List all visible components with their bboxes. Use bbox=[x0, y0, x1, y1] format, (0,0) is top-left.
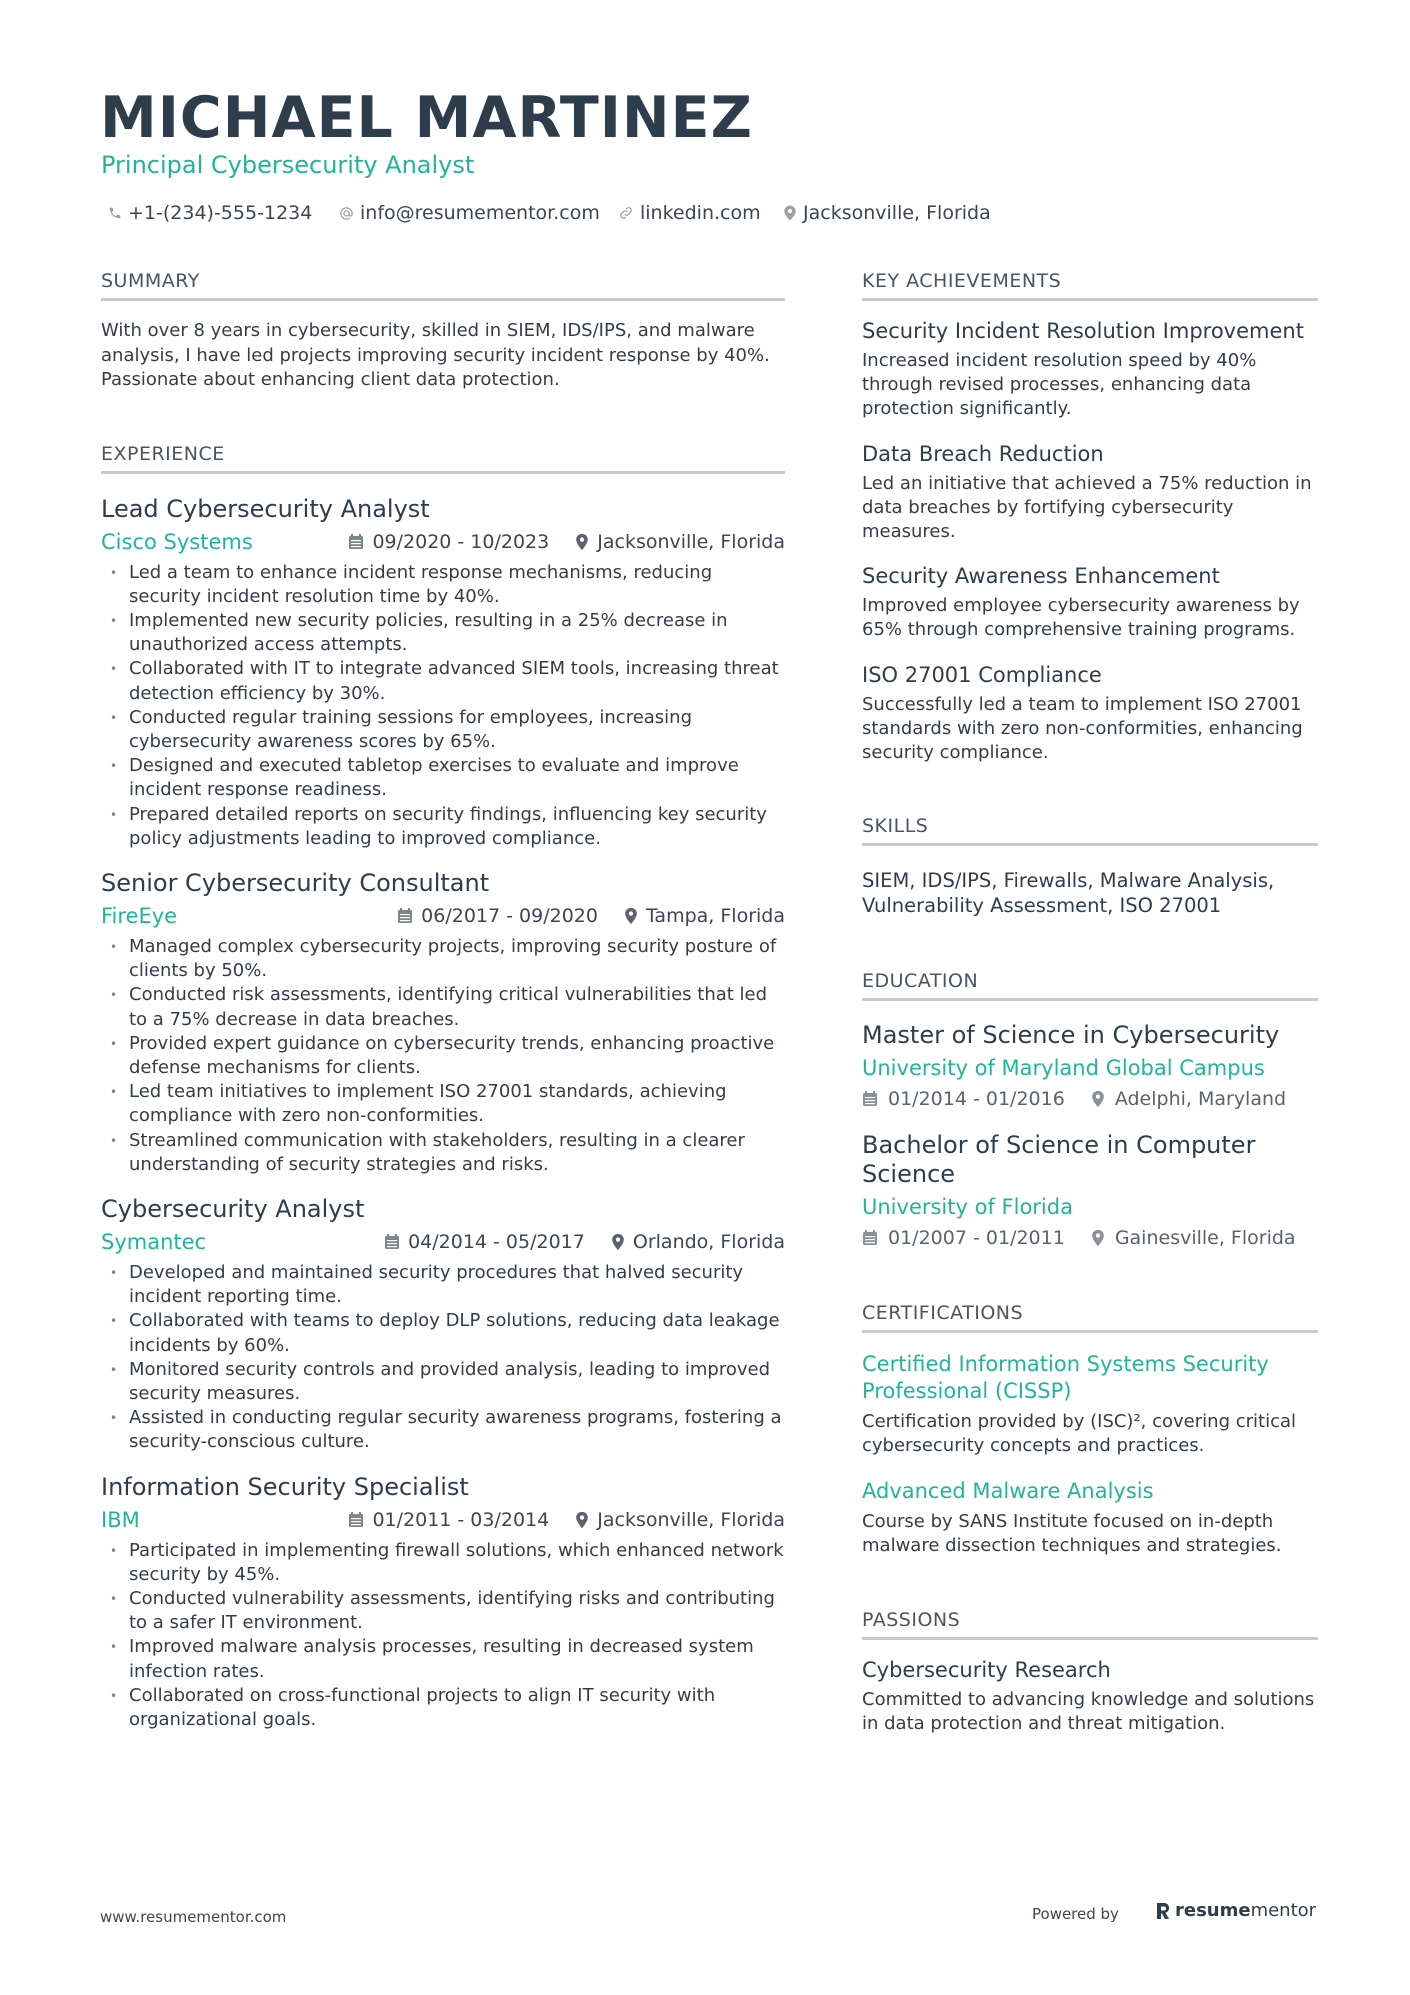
education-dates: 01/2007 - 01/2011 bbox=[888, 1226, 1065, 1249]
passions-heading: PASSIONS bbox=[862, 1607, 1318, 1640]
job-title: Senior Cybersecurity Consultant bbox=[101, 868, 490, 897]
company-name: FireEye bbox=[101, 903, 178, 928]
job-bullets bbox=[101, 1539, 785, 1733]
bullet-item: • Implemented new security policies, resulting in a 25% decrease in unauthorized access attempts. bbox=[101, 609, 785, 657]
education-location: Gainesville, Florida bbox=[1114, 1226, 1296, 1249]
summary-text: With over 8 years in cybersecurity, skilled in SIEM, IDS/IPS, and malware analysis, I have led projects improving security incident response by 40%. Passionate about enhancing client data protection. bbox=[101, 320, 770, 390]
bullet-item: • Provided expert guidance on cybersecurity trends, enhancing proactive defense mechanisms for clients. bbox=[101, 1032, 785, 1080]
job-dates: 09/2020 - 10/2023 bbox=[372, 530, 550, 553]
job-bullets bbox=[101, 935, 785, 1177]
contact-email[interactable] bbox=[339, 198, 600, 228]
certification-desc: Course by SANS Institute focused on in-depth malware dissection techniques and strategies. bbox=[862, 1511, 1282, 1557]
job-dates: 04/2014 - 05/2017 bbox=[408, 1230, 585, 1253]
achievement-desc: Improved employee cybersecurity awareness by 65% through comprehensive training programs. bbox=[862, 595, 1300, 641]
company-name: IBM bbox=[101, 1507, 140, 1532]
at-icon bbox=[339, 206, 354, 221]
calendar-icon bbox=[397, 907, 413, 924]
achievement-item bbox=[862, 661, 1318, 766]
footer-website[interactable]: www.resumementor.com bbox=[100, 1908, 287, 1926]
education-item bbox=[862, 1131, 1318, 1252]
calendar-icon bbox=[384, 1233, 400, 1250]
certification-item bbox=[862, 1351, 1318, 1458]
achievement-title: Security Incident Resolution Improvement bbox=[862, 319, 1304, 343]
job-entry bbox=[101, 1472, 785, 1733]
job-location: Tampa, Florida bbox=[645, 904, 785, 927]
job-dates: 06/2017 - 09/2020 bbox=[421, 904, 598, 927]
map-pin-icon bbox=[575, 533, 589, 551]
job-title: Lead Cybersecurity Analyst bbox=[101, 494, 430, 523]
certification-item bbox=[862, 1478, 1318, 1558]
certifications-heading: CERTIFICATIONS bbox=[862, 1300, 1318, 1333]
bullet-item: • Improved malware analysis processes, resulting in decreased system infection rates. bbox=[101, 1635, 785, 1683]
job-location: Jacksonville, Florida bbox=[597, 1508, 785, 1531]
brand-text-regular: mentor bbox=[1250, 1900, 1317, 1921]
achievement-desc: Increased incident resolution speed by 40% through revised processes, enhancing data protection significantly. bbox=[862, 350, 1257, 420]
skills-text: SIEM, IDS/IPS, Firewalls, Malware Analysis, Vulnerability Assessment, ISO 27001 bbox=[862, 869, 1275, 918]
certification-name: Advanced Malware Analysis bbox=[862, 1479, 1154, 1504]
summary-heading: SUMMARY bbox=[101, 268, 785, 301]
brand-text-bold: resume bbox=[1175, 1900, 1251, 1921]
contact-location bbox=[783, 198, 991, 228]
resumementor-logo-icon bbox=[1155, 1901, 1171, 1921]
bullet-item: • Led team initiatives to implement ISO 27001 standards, achieving compliance with zero non-conformities. bbox=[101, 1080, 785, 1128]
bullet-item: • Monitored security controls and provided analysis, leading to improved security measures. bbox=[101, 1358, 785, 1406]
phone-text: +1-(234)-555-1234 bbox=[128, 202, 313, 224]
bullet-item: • Collaborated on cross-functional projects to align IT security with organizational goals. bbox=[101, 1684, 785, 1732]
map-pin-icon bbox=[783, 205, 797, 221]
bullet-item: • Designed and executed tabletop exercises to evaluate and improve incident response readiness. bbox=[101, 754, 785, 802]
job-location: Orlando, Florida bbox=[632, 1230, 785, 1253]
experience-section bbox=[101, 441, 785, 1733]
left-column bbox=[101, 268, 785, 1732]
job-entry bbox=[101, 868, 785, 1177]
link-icon bbox=[618, 205, 634, 221]
achievement-desc: Led an initiative that achieved a 75% reduction in data breaches by fortifying cybersecurity measures. bbox=[862, 472, 1312, 543]
school-name: University of Maryland Global Campus bbox=[862, 1055, 1265, 1080]
achievement-item bbox=[862, 440, 1318, 545]
phone-icon bbox=[108, 206, 122, 220]
education-item bbox=[862, 1021, 1318, 1113]
certification-desc: Certification provided by (ISC)², covering critical cybersecurity concepts and practices. bbox=[862, 1410, 1296, 1456]
achievement-item bbox=[862, 562, 1318, 642]
calendar-icon bbox=[862, 1229, 878, 1246]
degree-title: Master of Science in Cybersecurity bbox=[862, 1021, 1280, 1050]
footer-powered-by: Powered by bbox=[1032, 1905, 1119, 1923]
achievement-title: Data Breach Reduction bbox=[862, 441, 1104, 466]
calendar-icon bbox=[348, 1511, 364, 1528]
bullet-item: • Prepared detailed reports on security findings, influencing key security policy adjustments leading to improved compliance. bbox=[101, 803, 785, 851]
education-section bbox=[862, 968, 1318, 1252]
bullet-item: • Collaborated with IT to integrate advanced SIEM tools, increasing threat detection efficiency by 30%. bbox=[101, 657, 785, 705]
map-pin-icon bbox=[1091, 1090, 1105, 1108]
job-entry bbox=[101, 1194, 785, 1455]
calendar-icon bbox=[862, 1090, 878, 1107]
certification-name: Certified Information Systems Security Professional (CISSP) bbox=[862, 1351, 1269, 1403]
job-bullets bbox=[101, 561, 785, 851]
company-name: Cisco Systems bbox=[101, 529, 253, 554]
bullet-item: • Assisted in conducting regular security awareness programs, fostering a security-conscious culture. bbox=[101, 1406, 785, 1454]
map-pin-icon bbox=[624, 907, 638, 925]
achievement-desc: Successfully led a team to implement ISO 27001 standards with zero non-conformities, enhancing security compliance. bbox=[862, 693, 1303, 764]
map-pin-icon bbox=[1091, 1229, 1105, 1247]
footer-brand-logo[interactable] bbox=[1155, 1900, 1316, 1921]
right-column bbox=[862, 268, 1318, 1736]
summary-section bbox=[101, 268, 785, 393]
achievement-item bbox=[862, 317, 1318, 422]
bullet-item: • Developed and maintained security procedures that halved security incident reporting time. bbox=[101, 1261, 785, 1309]
job-title: Cybersecurity Analyst bbox=[101, 1194, 365, 1223]
achievements-heading: KEY ACHIEVEMENTS bbox=[862, 268, 1318, 301]
map-pin-icon bbox=[575, 1511, 589, 1529]
degree-title: Bachelor of Science in Computer Science bbox=[862, 1130, 1256, 1189]
certifications-section bbox=[862, 1300, 1318, 1559]
bullet-item: • Managed complex cybersecurity projects, improving security posture of clients by 50%. bbox=[101, 935, 785, 983]
job-dates: 01/2011 - 03/2014 bbox=[372, 1508, 550, 1531]
bullet-item: • Streamlined communication with stakeholders, resulting in a clearer understanding of security strategies and risks. bbox=[101, 1129, 785, 1177]
school-name: University of Florida bbox=[862, 1194, 1073, 1219]
passion-item bbox=[862, 1656, 1318, 1736]
skills-heading: SKILLS bbox=[862, 813, 1318, 846]
map-pin-icon bbox=[611, 1233, 625, 1251]
job-location: Jacksonville, Florida bbox=[597, 530, 785, 553]
bullet-item: • Conducted vulnerability assessments, identifying risks and contributing to a safer IT environment. bbox=[101, 1587, 785, 1635]
company-name: Symantec bbox=[101, 1229, 207, 1254]
bullet-item: • Conducted risk assessments, identifying critical vulnerabilities that led to a 75% decrease in data breaches. bbox=[101, 983, 785, 1031]
achievement-title: ISO 27001 Compliance bbox=[862, 662, 1102, 687]
achievements-section bbox=[862, 268, 1318, 765]
education-dates: 01/2014 - 01/2016 bbox=[888, 1087, 1065, 1110]
passions-section bbox=[862, 1607, 1318, 1736]
contact-linkedin[interactable] bbox=[618, 198, 761, 228]
education-location: Adelphi, Maryland bbox=[1114, 1087, 1287, 1110]
bullet-item: • Led a team to enhance incident response mechanisms, reducing security incident resolution time by 40%. bbox=[101, 561, 785, 609]
experience-heading: EXPERIENCE bbox=[101, 441, 785, 474]
bullet-item: • Participated in implementing firewall solutions, which enhanced network security by 45%. bbox=[101, 1539, 785, 1587]
bullet-item: • Collaborated with teams to deploy DLP solutions, reducing data leakage incidents by 60%. bbox=[101, 1309, 785, 1357]
candidate-name: MICHAEL MARTINEZ bbox=[100, 85, 753, 151]
linkedin-text: linkedin.com bbox=[640, 202, 761, 224]
passion-desc: Committed to advancing knowledge and solutions in data protection and threat mitigation. bbox=[862, 1688, 1315, 1734]
job-bullets bbox=[101, 1261, 785, 1455]
achievement-title: Security Awareness Enhancement bbox=[862, 564, 1220, 589]
calendar-icon bbox=[348, 533, 364, 550]
education-heading: EDUCATION bbox=[862, 968, 1318, 1001]
location-text: Jacksonville, Florida bbox=[803, 202, 991, 224]
bullet-item: • Conducted regular training sessions for employees, increasing cybersecurity awareness scores by 65%. bbox=[101, 706, 785, 754]
candidate-title: Principal Cybersecurity Analyst bbox=[101, 151, 475, 179]
contact-phone bbox=[108, 198, 312, 228]
skills-section bbox=[862, 813, 1318, 918]
email-text: info@resumementor.com bbox=[360, 202, 600, 224]
passion-title: Cybersecurity Research bbox=[862, 1657, 1111, 1682]
job-entry bbox=[101, 494, 785, 851]
job-title: Information Security Specialist bbox=[101, 1472, 469, 1501]
